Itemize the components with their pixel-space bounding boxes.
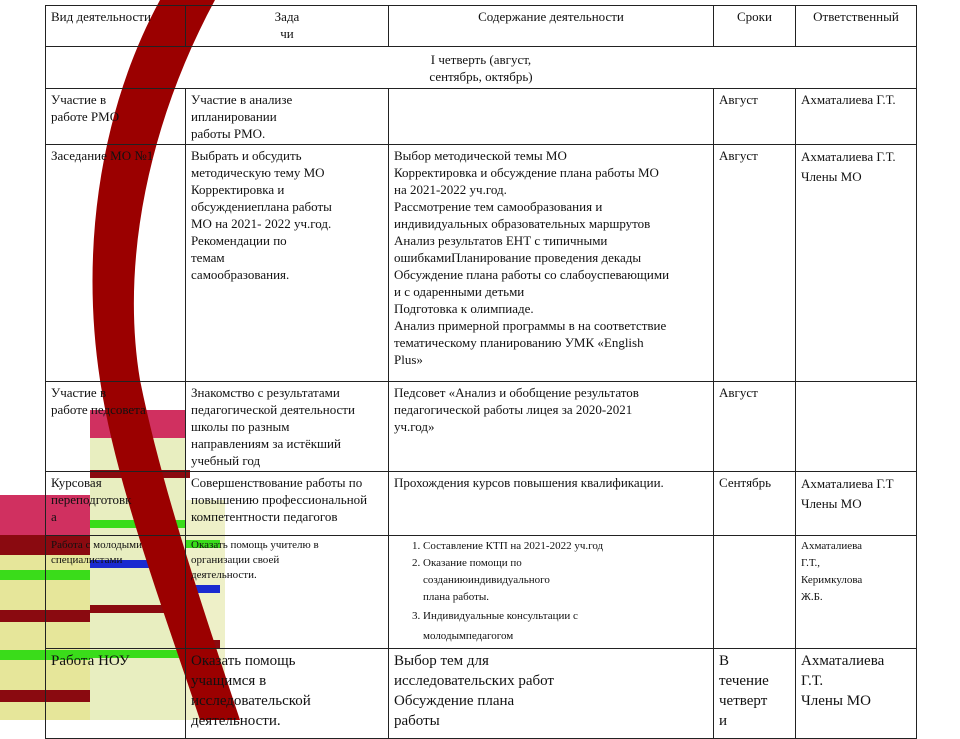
cell-content: Выбор методической темы МО Корректировка и обсуждение плана работы МО на 2021-2022 уч.год. Рассмотрение тем самообразования и индивидуальных образовательных маршрутов Анализ результатов ЕНТ с типичными ошибкамиПланирование проведения декады Обсуждение плана работы со слабоуспевающими и с одаренными детьми Подготовка к олимпиаде. Анализ примерной программы в на соответствие тематическому планированию УМК «English Plus» [389,145,714,382]
table-row [46,145,917,382]
cell-responsible: Ахматалиева Г.Т., Керимкулова Ж.Б. [796,536,917,649]
table-row [46,382,917,472]
cell-content: Выбор тем для исследовательских работ Обсуждение плана работы [389,649,714,739]
cell-tasks: Выбрать и обсудить методическую тему МО Корректировка и обсуждениеплана работы МО на 2021- 2022 уч.год. Рекомендации по темам самообразования. [186,145,389,382]
cell-type: Работа с молодыми специалистами [46,536,186,649]
cell-responsible: Ахматалиева Г.Т. Члены МО [796,649,917,739]
cell-term: Сентябрь [714,472,796,536]
table-row [46,89,917,145]
cell-content [389,536,714,649]
cell-term: Август [714,145,796,382]
list-item: 2. Оказание помощи по созданиюиндивидуального плана работы. [423,555,708,606]
cell-responsible: Ахматалиева Г.Т. [796,89,917,145]
cell-type: Заседание МО №1 [46,145,186,382]
quarter-row [46,47,917,89]
header-tasks: Зада чи [186,6,389,47]
table-row [46,472,917,536]
header-terms: Сроки [714,6,796,47]
table-header-row [46,6,917,47]
cell-content [389,89,714,145]
cell-term: Август [714,89,796,145]
cell-term: В течение четверт и [714,649,796,739]
cell-responsible: Ахматалиева Г.Т. Члены МО [796,145,917,382]
list-item: 1. Составление КТП на 2021-2022 уч.год [423,538,708,555]
activity-plan-table [45,5,917,739]
cell-type: Участие в работе РМО [46,89,186,145]
header-responsible: Ответственный [796,6,917,47]
cell-tasks: Совершенствование работы по повышению профессиональной компетентности педагогов [186,472,389,536]
cell-responsible [796,382,917,472]
list-item: 3. Индивидуальные консультации с молодымпедагогом [423,606,708,646]
cell-tasks: Знакомство с результатами педагогической деятельности школы по разным направлениям за истёкший учебный год [186,382,389,472]
cell-type: Курсовая переподготовк а [46,472,186,536]
content-list [389,538,708,646]
cell-tasks: Участие в анализе ипланировании работы РМО. [186,89,389,145]
cell-tasks: Оказать помощь учителю в организации своей деятельности. [186,536,389,649]
cell-content: Педсовет «Анализ и обобщение результатов педагогической работы лицея за 2020-2021 уч.год» [389,382,714,472]
cell-type: Работа НОУ [46,649,186,739]
cell-term [714,536,796,649]
table-row [46,536,917,649]
cell-type: Участие в работе педсовета [46,382,186,472]
header-content: Содержание деятельности [389,6,714,47]
table-row [46,649,917,739]
cell-responsible: Ахматалиева Г.Т Члены МО [796,472,917,536]
quarter-title: I четверть (август, сентябрь, октябрь) [46,47,917,89]
cell-content: Прохождения курсов повышения квалификации. [389,472,714,536]
cell-tasks: Оказать помощь учащимся в исследовательской деятельности. [186,649,389,739]
cell-term: Август [714,382,796,472]
header-activity-type: Вид деятельности [46,6,186,47]
